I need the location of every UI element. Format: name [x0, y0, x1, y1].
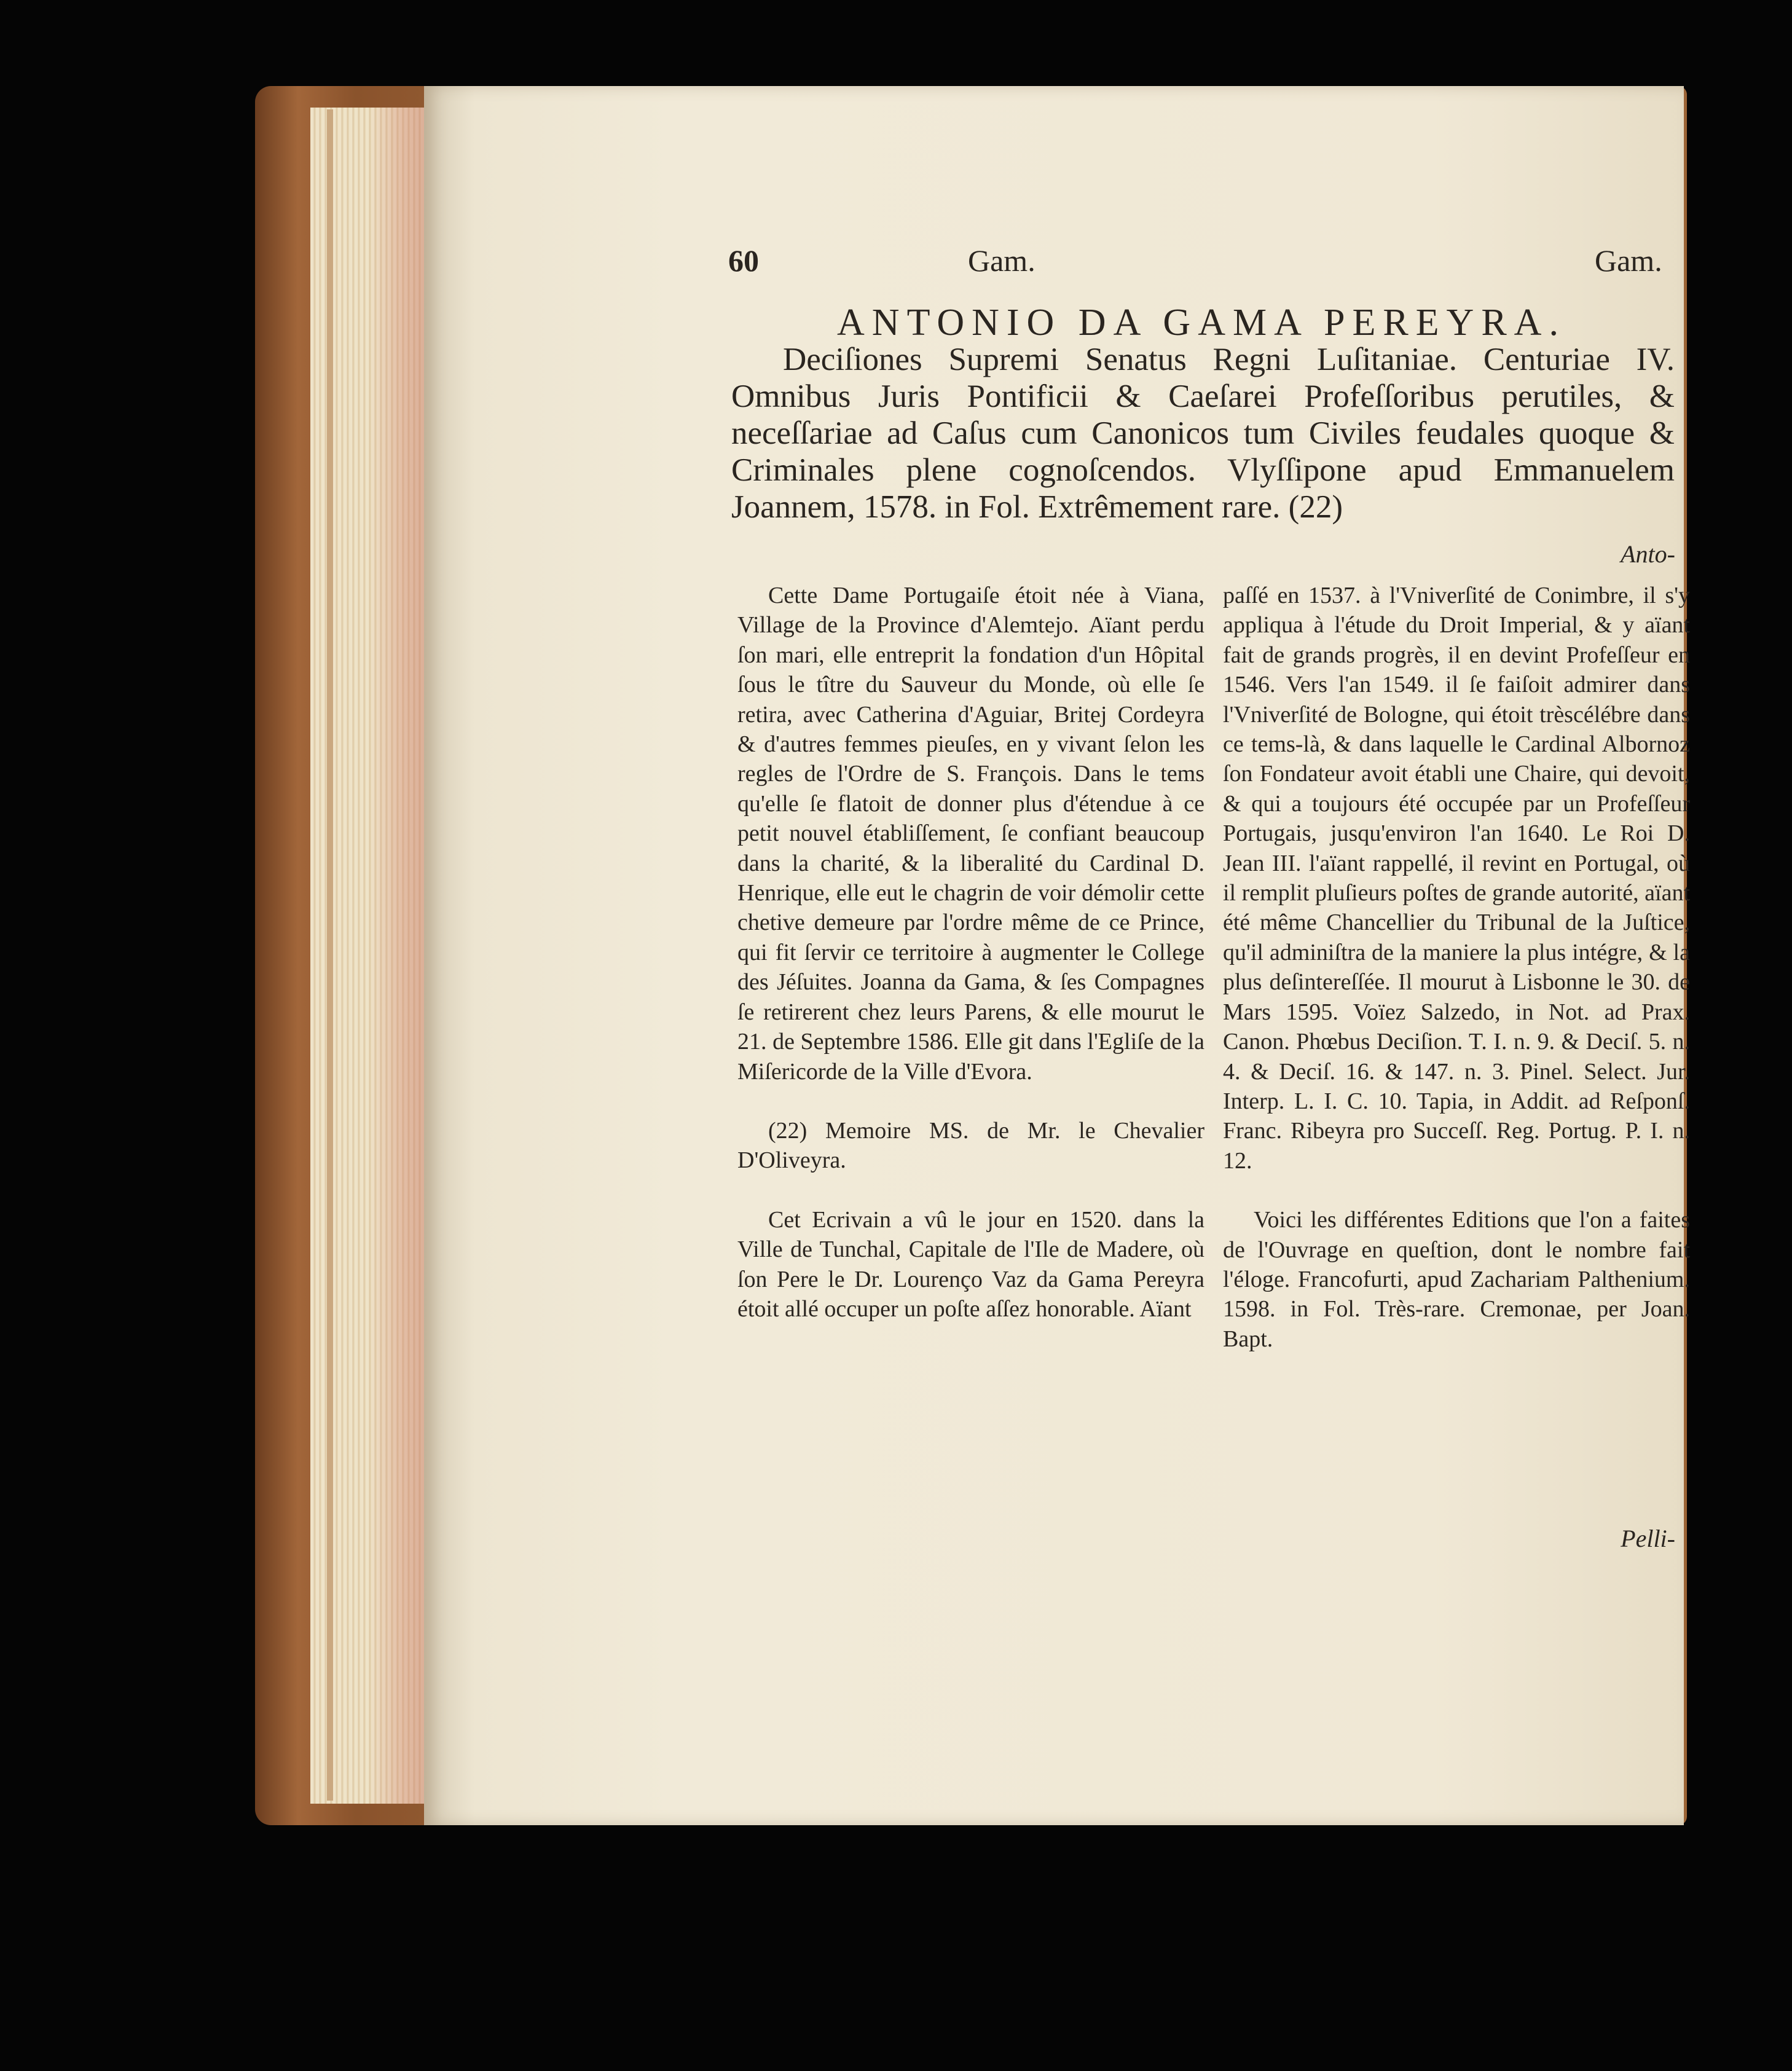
- author-paragraph-continued: paſſé en 1537. à l'Vniverſité de Conimbre, il s'y appliqua à l'étude du Droit Imperial, & y aïant fait de grands progrès, il en devint Profeſſeur en 1546. Vers l'an 1549. il ſe faiſoit admirer dans l'Vniverſité de Bologne, qui étoit trèscélébre dans ce tems-là, & dans laquelle le Cardinal Albornoz ſon Fondateur avoit établi une Chaire, qui devoit, & qui a toujours été occupée par un Profeſſeur Portugais, jusqu'environ l'an 1640. Le Roi D. Jean III. l'aïant rappellé, il revint en Portugal, où il remplit pluſieurs poſtes de grande autorité, aïant été même Chancellier du Tribunal de la Juſtice, qu'il adminiſtra de la maniere la plus intégre, & la plus deſintereſſée. Il mourut à Lisbonne le 30. de Mars 1595. Voïez Salzedo, in Not. ad Prax. Canon. Phœbus Deciſion. T. I. n. 9. & Deciſ. 5. n. 4. & Deciſ. 16. & 147. n. 3. Pinel. Select. Jur. Interp. L. I. C. 10. Tapia, in Addit. ad Reſponſ. Franc. Ribeyra pro Succeſſ. Reg. Portug. P. I. n. 12.: [1223, 583, 1690, 1174]
- right-column: [1223, 581, 1690, 1354]
- running-head-right: Gam.: [1595, 243, 1662, 278]
- footnote: (22) Memoire MS. de Mr. le Chevalier D'Oliveyra.: [737, 1117, 1204, 1174]
- book-description: [731, 341, 1675, 525]
- binding-strip: [327, 109, 333, 1801]
- biography-paragraph: Cette Dame Portugaiſe étoit née à Viana, Village de la Province d'Alemtejo. Aïant perdu ſon mari, elle entreprit la fondation d'un Hôpital ſous le tître du Sauveur du Monde, où elle ſe retira, avec Catherina d'Aguiar, Britej Cordeyra & d'autres femmes pieuſes, en y vivant ſelon les regles de l'Ordre de S. François. Dans le tems qu'elle ſe flatoit de donner plus d'étendue à ce petit nouvel établiſſement, ſe confiant beaucoup dans la charité, & la liberalité du Cardinal D. Henrique, elle eut le chagrin de voir démolir cette chetive demeure par l'ordre même de ce Prince, qui fit ſervir ce territoire à augmenter le College des Jéſuites. Joanna da Gama, & ſes Compagnes ſe retirerent chez leurs Parens, & elle mourut le 21. de Septembre 1586. Elle git dans l'Egliſe de la Miſericorde de la Ville d'Evora.: [737, 583, 1204, 1085]
- entry-title: ANTONIO DA GAMA PEREYRA.: [837, 302, 1566, 344]
- catchword-bottom: Pelli-: [1621, 1525, 1675, 1552]
- author-paragraph: Cet Ecrivain a vû le jour en 1520. dans la Ville de Tunchal, Capitale de l'Ile de Madere, où ſon Pere le Dr. Lourenço Vaz da Gama Pereyra étoit allé occuper un poſte aſſez honorable. Aïant: [737, 1206, 1204, 1322]
- catchword-top: Anto-: [1621, 540, 1675, 568]
- running-head-left: Gam.: [968, 243, 1036, 278]
- editions-paragraph: Voici les différentes Editions que l'on a faites de l'Ouvrage en queſtion, dont le nombre fait l'éloge. Francofurti, apud Zachariam Palthenium. 1598. in Fol. Très-rare. Cremonae, per Joan. Bapt.: [1223, 1207, 1690, 1352]
- book-description-text: Deciſiones Supremi Senatus Regni Luſitaniae. Centuriae IV. Omnibus Juris Pontificii & Caeſarei Profeſſoribus perutiles, & neceſſariae ad Caſus cum Canonicos tum Civiles feudales quoque & Criminales plene cognoſcendos. Vlyſſipone apud Emmanuelem Joannem, 1578. in Fol. Extrêmement rare. (22): [731, 342, 1675, 525]
- left-column: [737, 581, 1204, 1324]
- running-header: [728, 243, 1675, 286]
- page-number: 60: [728, 243, 759, 278]
